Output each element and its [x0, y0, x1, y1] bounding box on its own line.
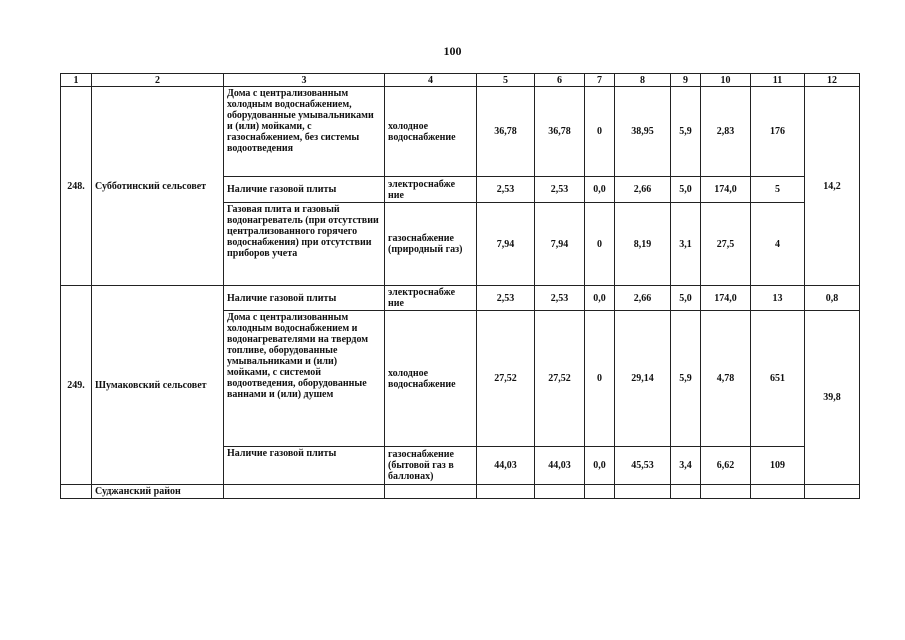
value-cell: 5,0	[671, 177, 701, 203]
value-cell: 8,19	[615, 203, 671, 286]
value-cell: 174,0	[701, 286, 751, 311]
value-cell: 36,78	[477, 87, 535, 177]
service-type: холодное водоснабжение	[385, 87, 477, 177]
value-cell: 2,53	[477, 286, 535, 311]
value-cell: 0	[585, 311, 615, 447]
header-cell: 4	[385, 74, 477, 87]
empty-cell	[535, 485, 585, 499]
value-cell: 44,03	[477, 447, 535, 485]
value-cell: 4,78	[701, 311, 751, 447]
value-cell: 0,0	[585, 177, 615, 203]
value-cell: 27,52	[477, 311, 535, 447]
header-cell: 5	[477, 74, 535, 87]
service-type: электроснабже ние	[385, 177, 477, 203]
value-cell: 36,78	[535, 87, 585, 177]
empty-cell	[61, 485, 92, 499]
table-row	[61, 485, 860, 499]
header-cell: 6	[535, 74, 585, 87]
value-cell: 2,53	[477, 177, 535, 203]
housing-description: Наличие газовой плиты	[224, 286, 385, 311]
value-cell: 2,83	[701, 87, 751, 177]
service-type: газоснабжение (природный газ)	[385, 203, 477, 286]
settlement-name: Шумаковский сельсовет	[92, 286, 224, 485]
header-cell: 7	[585, 74, 615, 87]
value-cell: 0	[585, 87, 615, 177]
value-cell: 0	[585, 203, 615, 286]
district-name: Суджанский район	[92, 485, 224, 499]
value-cell: 174,0	[701, 177, 751, 203]
value-cell: 45,53	[615, 447, 671, 485]
value-cell: 38,95	[615, 87, 671, 177]
housing-description: Дома с централизованным холодным водоснабжением и водонагревателями на твердом топливе, оборудованные умывальниками и (или) мойками, с системой водоотведения, оборудованные ваннами и (или) душем	[224, 311, 385, 447]
value-cell: 3,1	[671, 203, 701, 286]
empty-cell	[805, 485, 860, 499]
row-number: 249.	[61, 286, 92, 485]
empty-cell	[585, 485, 615, 499]
value-cell: 5,9	[671, 311, 701, 447]
header-cell: 10	[701, 74, 751, 87]
value-cell: 2,53	[535, 177, 585, 203]
value-cell: 651	[751, 311, 805, 447]
value-cell: 27,52	[535, 311, 585, 447]
empty-cell	[701, 485, 751, 499]
header-cell: 9	[671, 74, 701, 87]
header-cell: 3	[224, 74, 385, 87]
service-type: холодное водоснабжение	[385, 311, 477, 447]
value-cell: 5,9	[671, 87, 701, 177]
header-row	[61, 74, 860, 87]
empty-cell	[224, 485, 385, 499]
empty-cell	[671, 485, 701, 499]
value-cell: 0,0	[585, 286, 615, 311]
value-cell: 44,03	[535, 447, 585, 485]
header-cell: 8	[615, 74, 671, 87]
value-cell: 2,66	[615, 286, 671, 311]
value-cell: 3,4	[671, 447, 701, 485]
tariff-table	[60, 73, 860, 499]
empty-cell	[751, 485, 805, 499]
value-cell: 5	[751, 177, 805, 203]
value-cell: 29,14	[615, 311, 671, 447]
value-cell: 7,94	[535, 203, 585, 286]
settlement-name: Субботинский сельсовет	[92, 87, 224, 286]
header-cell: 2	[92, 74, 224, 87]
service-type: газоснабжение (бытовой газ в баллонах)	[385, 447, 477, 485]
value-cell: 6,62	[701, 447, 751, 485]
header-cell: 1	[61, 74, 92, 87]
value-cell: 0,8	[805, 286, 860, 311]
empty-cell	[385, 485, 477, 499]
value-cell: 39,8	[805, 311, 860, 485]
value-cell: 13	[751, 286, 805, 311]
empty-cell	[477, 485, 535, 499]
value-cell: 7,94	[477, 203, 535, 286]
page-number: 100	[443, 44, 462, 58]
service-type: электроснабже ние	[385, 286, 477, 311]
housing-description: Газовая плита и газовый водонагреватель (при отсутствии централизованного горячего водоснабжения) при отсутствии приборов учета	[224, 203, 385, 286]
row-number: 248.	[61, 87, 92, 286]
value-cell: 4	[751, 203, 805, 286]
table-row	[61, 87, 860, 177]
value-cell: 14,2	[805, 87, 860, 286]
housing-description: Наличие газовой плиты	[224, 447, 385, 485]
value-cell: 176	[751, 87, 805, 177]
value-cell: 2,66	[615, 177, 671, 203]
value-cell: 27,5	[701, 203, 751, 286]
housing-description: Наличие газовой плиты	[224, 177, 385, 203]
value-cell: 5,0	[671, 286, 701, 311]
value-cell: 109	[751, 447, 805, 485]
empty-cell	[615, 485, 671, 499]
housing-description: Дома с централизованным холодным водоснабжением, оборудованные умывальниками и (или) мойками, с газоснабжением, без системы водоотведения	[224, 87, 385, 177]
header-cell: 12	[805, 74, 860, 87]
header-cell: 11	[751, 74, 805, 87]
value-cell: 2,53	[535, 286, 585, 311]
table-row	[61, 286, 860, 311]
value-cell: 0,0	[585, 447, 615, 485]
